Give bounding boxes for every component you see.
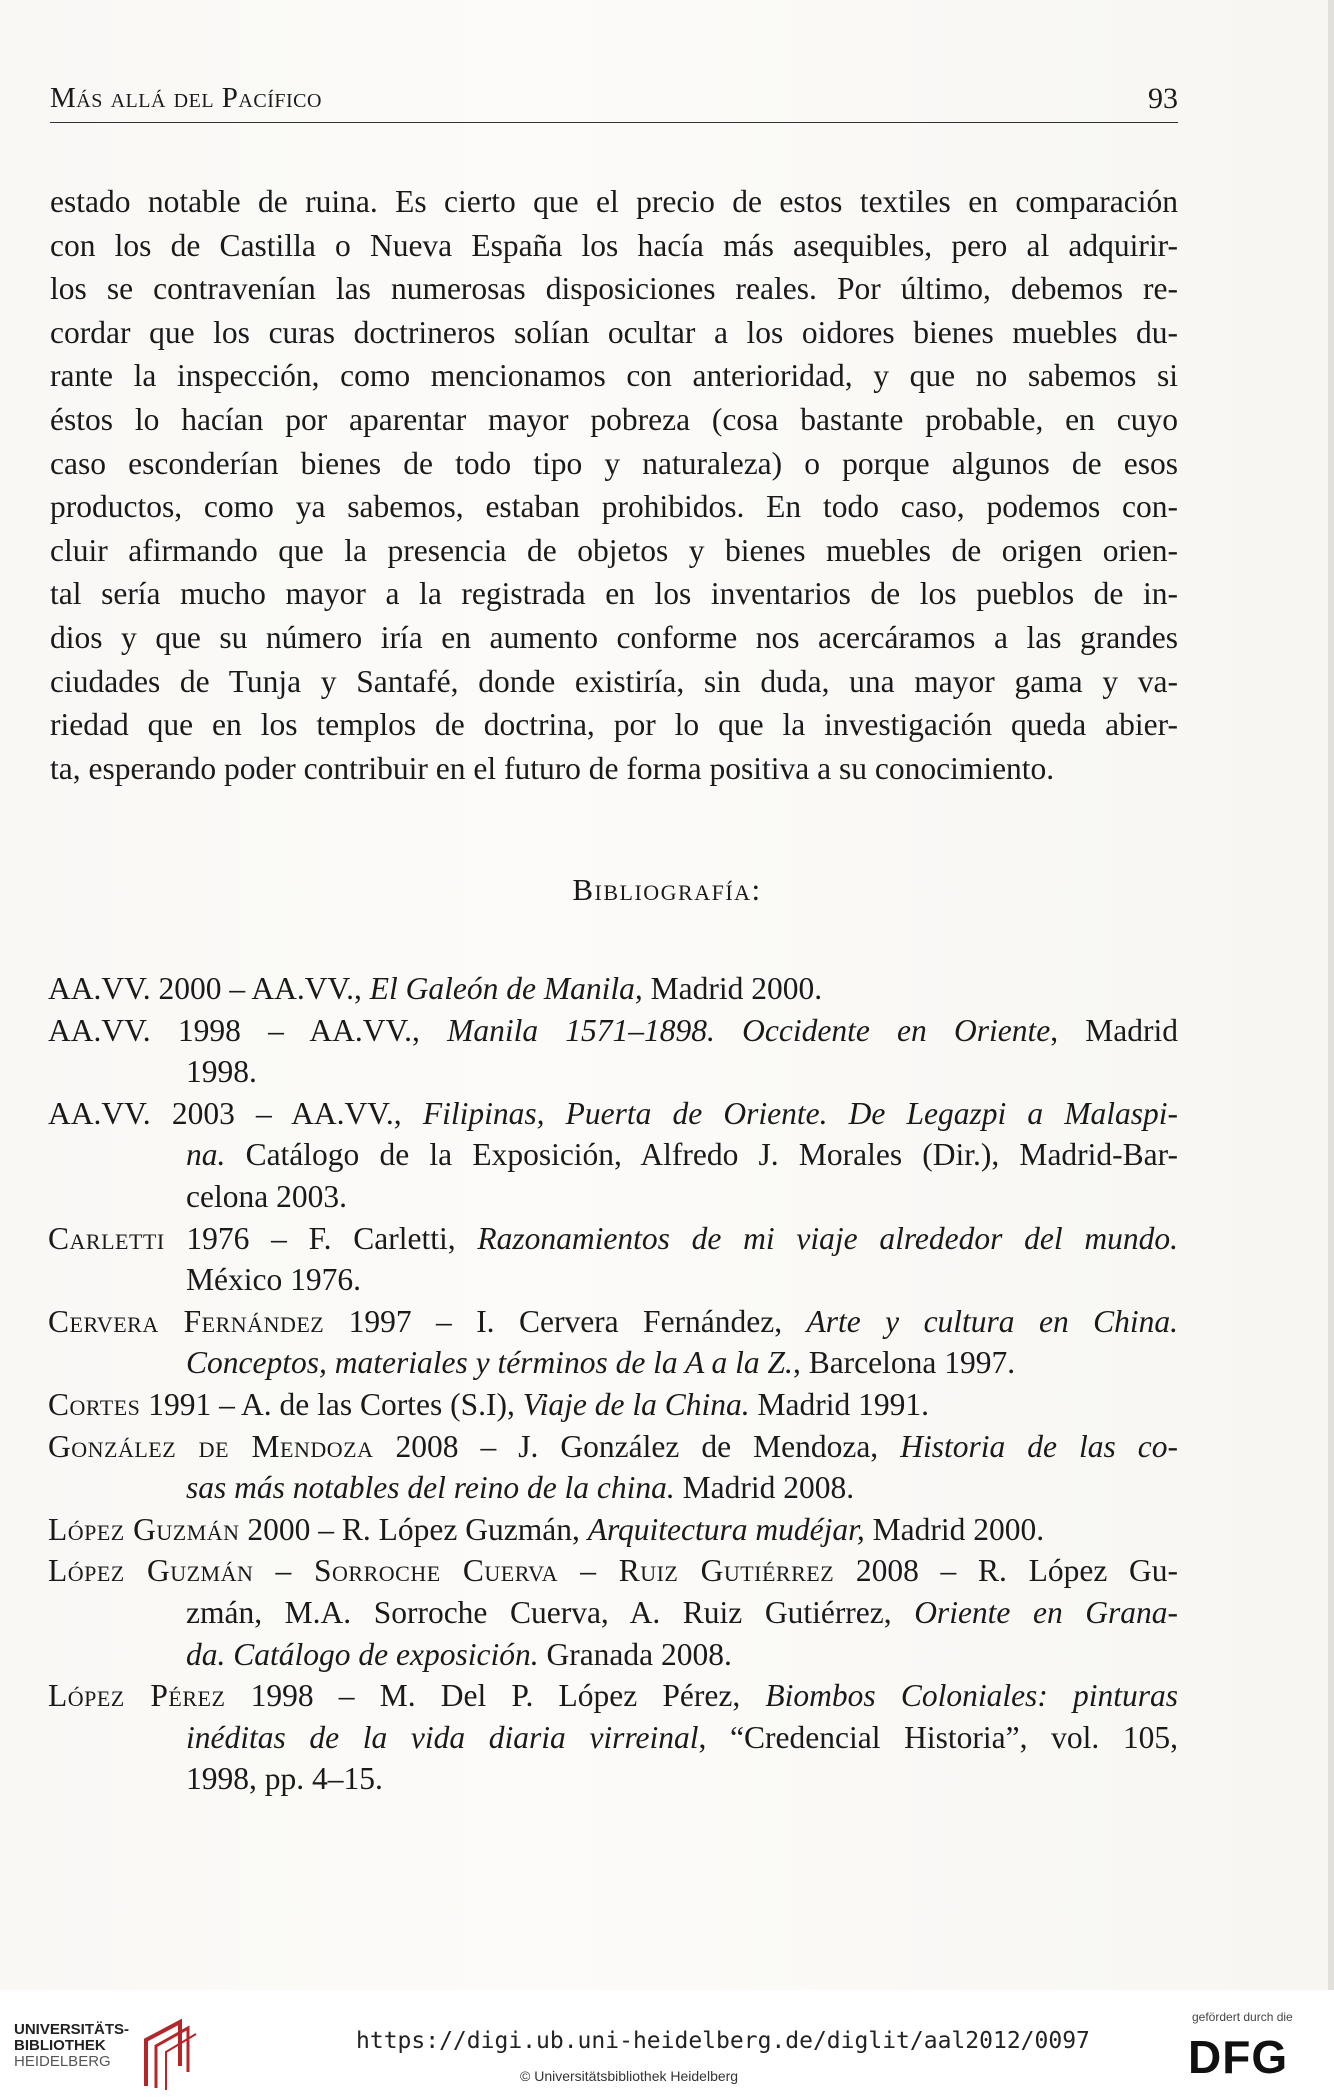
citation-text: AA.VV. 2000 – AA.VV., [48, 971, 370, 1006]
citation-text: , Barcelona 1997. [792, 1345, 1016, 1381]
bibliography-line [48, 1134, 1178, 1176]
bibliography-line [48, 1301, 1178, 1343]
author-key: Carletti [48, 1220, 165, 1256]
citation-text: 1998 – M. Del P. López Pérez, [225, 1678, 766, 1714]
author-key: Cervera Fernández [48, 1303, 325, 1339]
body-paragraph [50, 180, 1178, 790]
body-line: cluir afirmando que la presencia de objetos y bienes muebles de origen orien- [50, 532, 1178, 568]
bibliography-entry [48, 1426, 1178, 1509]
body-line: productos, como ya sabemos, estaban prohibidos. En todo caso, podemos con- [50, 489, 1178, 525]
body-line: riedad que en los templos de doctrina, por lo que la investigación queda abier- [50, 707, 1178, 743]
author-key: González de Mendoza [48, 1428, 374, 1464]
citation-text: , Madrid [1050, 1012, 1179, 1048]
body-line: estado notable de ruina. Es cierto que el precio de estos textiles en comparación [50, 184, 1178, 219]
author-key: Cortes [48, 1386, 141, 1422]
bibliography-line [48, 1010, 1178, 1052]
body-line: con los de Castilla o Nueva España los hacía más asequibles, pero al adquirir- [50, 227, 1178, 263]
funding-note: gefördert durch die [1192, 2010, 1293, 2024]
body-line: ciudades de Tunja y Santafé, donde existiría, sin duda, una mayor gama y va- [50, 663, 1178, 699]
bibliography-line [48, 968, 1178, 1010]
bibliography-line [48, 1051, 1178, 1093]
bibliography-heading: Bibliografía: [572, 872, 762, 907]
copyright-notice: © Universitätsbibliothek Heidelberg [520, 2068, 739, 2084]
citation-text: 1998. [186, 1054, 257, 1090]
citation-text: Madrid 2000. [642, 971, 823, 1006]
bibliography-line [48, 1509, 1178, 1551]
body-line: éstos lo hacían por aparentar mayor pobreza (cosa bastante probable, en cuyo [50, 401, 1178, 437]
page-number: 93 [1148, 82, 1178, 115]
body-line: dios y que su número iría en aumento conforme nos acercáramos a las grandes [50, 619, 1178, 655]
author-key: López Guzmán [48, 1511, 240, 1547]
work-title: Oriente en Grana- [914, 1594, 1178, 1630]
citation-text: 2008 – R. López Gu- [834, 1553, 1178, 1589]
work-title: Arte y cultura en China. [806, 1303, 1178, 1339]
work-title: Conceptos, materiales y términos de la A a la Z. [186, 1345, 793, 1381]
bibliography-entry [48, 1218, 1178, 1301]
bibliography-list [48, 968, 1178, 1800]
bibliography-line [48, 1218, 1178, 1260]
citation-text: Granada 2008. [538, 1636, 732, 1672]
citation-text: 1991 – A. de las Cortes (S.I), [140, 1386, 523, 1422]
work-title: Arquitectura mudéjar, [587, 1511, 865, 1547]
work-title: inéditas de la vida diaria virreinal [186, 1719, 699, 1755]
citation-text: Madrid 1991. [749, 1386, 929, 1422]
bibliography-line [48, 1259, 1178, 1301]
bibliography-line [48, 1384, 1178, 1426]
bibliography-entry [48, 1384, 1178, 1426]
work-title: Razonamientos de mi viaje alrededor del mundo. [477, 1220, 1179, 1256]
work-title: Biombos Coloniales: pinturas [765, 1678, 1179, 1714]
work-title: da. Catálogo de exposición. [186, 1636, 539, 1672]
library-logo[interactable] [14, 2022, 129, 2070]
library-name-line3: HEIDELBERG [14, 2053, 111, 2070]
digitization-footer [0, 1990, 1334, 2099]
bibliography-entry [48, 1010, 1178, 1093]
body-line: cordar que los curas doctrineros solían ocultar a los oidores bienes muebles du- [50, 314, 1178, 350]
bibliography-entry [48, 1675, 1178, 1800]
bibliography-line [48, 1426, 1178, 1468]
citation-text: 1997 – I. Cervera Fernández, [324, 1303, 807, 1339]
citation-text: celona 2003. [186, 1178, 347, 1214]
library-name-line1: UNIVERSITÄTS- [14, 2021, 130, 2038]
bibliography-line [48, 1342, 1178, 1384]
running-title: Más allá del Pacífico [50, 82, 322, 114]
work-title: na. [186, 1137, 226, 1173]
body-line: tal sería mucho mayor a la registrada en los inventarios de los pueblos de in- [50, 576, 1178, 612]
source-url-link[interactable]: https://digi.ub.uni-heidelberg.de/diglit/aal2012/0097 [356, 2028, 1090, 2054]
work-title: Manila 1571–1898. Occidente en Oriente [447, 1012, 1051, 1048]
citation-text: , “Credencial Historia”, vol. 105, [698, 1719, 1178, 1755]
body-line: rante la inspección, como mencionamos con anterioridad, y que no sabemos si [50, 358, 1178, 394]
citation-text: AA.VV. 2003 – AA.VV., [48, 1095, 423, 1131]
bibliography-line [48, 1634, 1178, 1676]
bibliography-line [48, 1758, 1178, 1800]
citation-text: 2000 – R. López Guzmán, [239, 1511, 588, 1547]
page-edge [1328, 0, 1334, 1990]
work-title: Historia de las co- [900, 1428, 1179, 1464]
body-line: caso esconderían bienes de todo tipo y naturaleza) o porque algunos de esos [50, 445, 1178, 481]
work-title: Filipinas, Puerta de Oriente. De Legazpi a Malaspi- [422, 1095, 1178, 1131]
work-title: El Galeón de Manila, [369, 971, 643, 1006]
running-header [50, 82, 1178, 123]
bibliography-line [48, 1592, 1178, 1634]
bibliography-entry [48, 1093, 1178, 1218]
citation-text: 1998, pp. 4–15. [186, 1761, 383, 1797]
citation-text: Madrid 2008. [674, 1470, 855, 1506]
work-title: sas más notables del reino de la china. [186, 1470, 675, 1506]
library-name-line2: BIBLIOTHEK [14, 2037, 106, 2054]
bibliography-entry [48, 1509, 1178, 1551]
bibliography-line [48, 1550, 1178, 1592]
bibliography-line [48, 1467, 1178, 1509]
library-emblem-icon [140, 2016, 200, 2092]
author-key: López Guzmán – Sorroche Cuerva – Ruiz Gutiérrez [48, 1553, 835, 1589]
bibliography-line [48, 1717, 1178, 1759]
bibliography-entry [48, 968, 1178, 1010]
bibliography-line [48, 1093, 1178, 1135]
citation-text: México 1976. [186, 1262, 361, 1298]
work-title: Viaje de la China. [522, 1386, 750, 1422]
citation-text: 2008 – J. González de Mendoza, [373, 1428, 901, 1464]
bibliography-entry [48, 1550, 1178, 1675]
citation-text: zmán, M.A. Sorroche Cuerva, A. Ruiz Gutiérrez, [186, 1594, 915, 1630]
bibliography-line [48, 1675, 1178, 1717]
citation-text: Catálogo de la Exposición, Alfredo J. Morales (Dir.), Madrid-Bar- [225, 1137, 1178, 1173]
citation-text: AA.VV. 1998 – AA.VV., [48, 1012, 448, 1048]
citation-text: 1976 – F. Carletti, [164, 1220, 478, 1256]
dfg-logo[interactable]: DFG [1188, 2031, 1289, 2083]
author-key: López Pérez [48, 1678, 226, 1714]
citation-text: Madrid 2000. [864, 1511, 1045, 1547]
body-line: los se contravenían las numerosas disposiciones reales. Por último, debemos re- [50, 271, 1178, 307]
bibliography-entry [48, 1301, 1178, 1384]
bibliography-line [48, 1176, 1178, 1218]
body-line: ta, esperando poder contribuir en el futuro de forma positiva a su conocimiento. [50, 750, 1055, 786]
